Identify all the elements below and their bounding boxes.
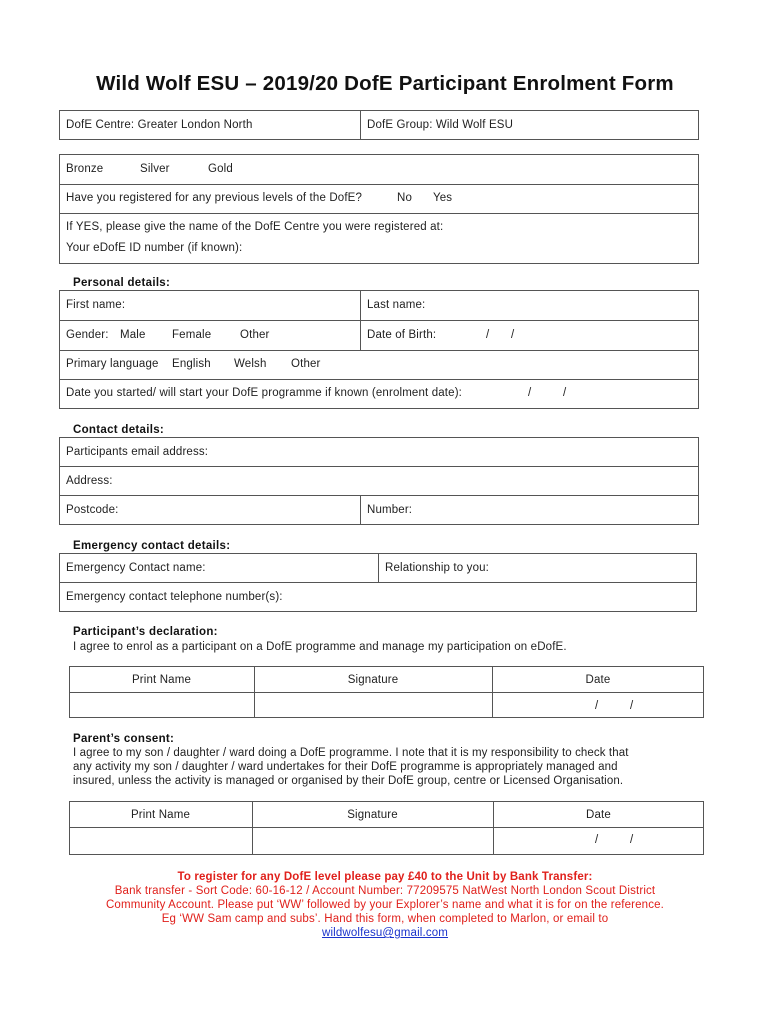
start-date-field[interactable]: Date you started/ will start your DofE programme if known (enrolment date): [66,387,463,399]
gender-label: Gender: [66,329,109,341]
language-welsh[interactable]: Welsh [234,358,267,370]
form-title: Wild Wolf ESU – 2019/20 DofE Participant Enrolment Form [96,72,674,95]
declaration-print-name-input[interactable] [70,693,254,717]
contact-heading: Contact details: [73,424,165,436]
declaration-print-name: Print Name [131,674,192,686]
edofe-id-label: Your eDofE ID number (if known): [66,242,243,254]
gender-male[interactable]: Male [120,329,146,341]
consent-line-2: any activity my son / daughter / ward undertakes for their DofE programme is appropriately managed and [73,761,618,773]
consent-signature-input[interactable] [253,828,493,854]
consent-line-3: insured, unless the activity is managed or organised by their DofE group, centre or Licensed Organisation. [73,775,624,787]
address-field[interactable]: Address: [66,475,113,487]
payment-line-1: Bank transfer - Sort Code: 60-16-12 / Account Number: 77209575 NatWest North London Scout District [114,885,656,897]
dob-slash-1: / [486,329,490,341]
payment-email-row [0,927,770,939]
first-name-field[interactable]: First name: [66,299,126,311]
declaration-date: Date [585,674,611,686]
previous-question: Have you registered for any previous levels of the DofE? [66,192,363,204]
start-date-slash-2: / [563,387,567,399]
consent-print-name-input[interactable] [70,828,252,854]
consent-date-slash-2[interactable]: / [630,834,634,846]
payment-line-3: Eg ‘WW Sam camp and subs’. Hand this form, when completed to Marlon, or email to [161,913,609,925]
start-date-slash-1: / [528,387,532,399]
language-english[interactable]: English [172,358,211,370]
email-field[interactable]: Participants email address: [66,446,209,458]
declaration-date-slash-2[interactable]: / [630,700,634,712]
payment-line-2: Community Account. Please put ‘WW’ followed by your Explorer’s name and what it is for on the reference. [105,899,665,911]
previous-no[interactable]: No [397,192,413,204]
previous-centre-label: If YES, please give the name of the DofE Centre you were registered at: [66,221,444,233]
emergency-relationship-field[interactable]: Relationship to you: [385,562,490,574]
consent-line-1: I agree to my son / daughter / ward doing a DofE programme. I note that it is my responsibility to check that [73,747,629,759]
emergency-name-field[interactable]: Emergency Contact name: [66,562,206,574]
consent-date: Date [586,809,611,821]
declaration-text: I agree to enrol as a participant on a DofE programme and manage my participation on eDofE. [73,641,567,653]
language-label: Primary language [66,358,159,370]
consent-heading: Parent’s consent: [73,733,175,745]
consent-date-slash-1[interactable]: / [595,834,599,846]
gender-female[interactable]: Female [172,329,212,341]
language-other[interactable]: Other [291,358,321,370]
emergency-phone-field[interactable]: Emergency contact telephone number(s): [66,591,283,603]
dofe-centre: DofE Centre: Greater London North [66,119,253,131]
gender-other[interactable]: Other [240,329,270,341]
consent-print-name: Print Name [130,809,191,821]
level-gold[interactable]: Gold [208,163,233,175]
declaration-heading: Participant’s declaration: [73,626,218,638]
dofe-group: DofE Group: Wild Wolf ESU [367,119,514,131]
declaration-signature-input[interactable] [255,693,492,717]
emergency-heading: Emergency contact details: [73,540,231,552]
consent-signature: Signature [347,809,398,821]
previous-yes[interactable]: Yes [433,192,453,204]
last-name-field[interactable]: Last name: [367,299,426,311]
number-field[interactable]: Number: [367,504,413,516]
payment-email-link[interactable]: wildwolfesu@gmail.com [321,927,449,939]
dob-slash-2: / [511,329,515,341]
declaration-date-slash-1[interactable]: / [595,700,599,712]
dob-field[interactable]: Date of Birth: [367,329,437,341]
payment-heading: To register for any DofE level please pay £40 to the Unit by Bank Transfer: [177,871,593,883]
postcode-field[interactable]: Postcode: [66,504,119,516]
level-silver[interactable]: Silver [140,163,170,175]
personal-heading: Personal details: [73,277,171,289]
level-bronze[interactable]: Bronze [66,163,104,175]
declaration-signature: Signature [347,674,399,686]
